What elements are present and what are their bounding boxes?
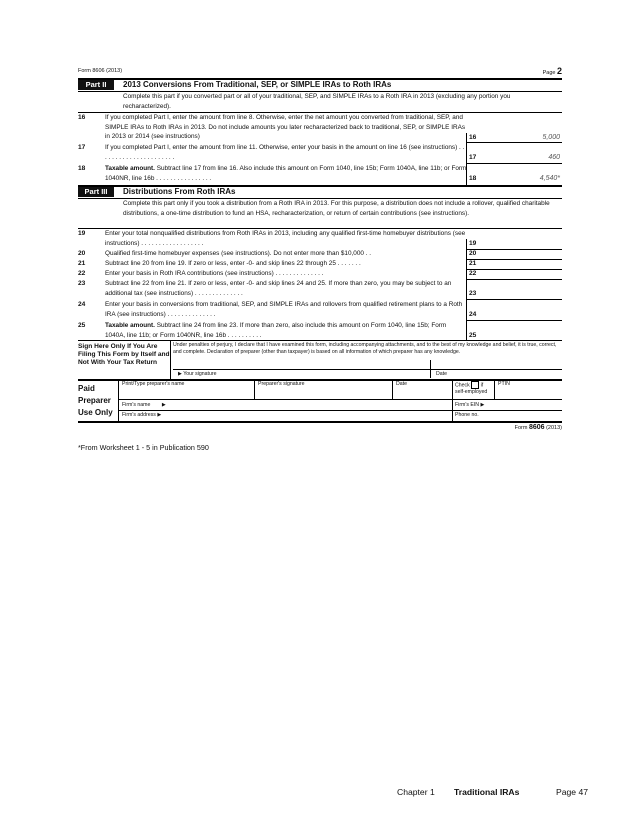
line-20-box: 20 <box>466 249 494 259</box>
sign-here-label: Sign Here Only If You Are Filing This Form by Itself and Not With Your Tax Return <box>78 343 170 366</box>
self-employed-checkbox[interactable] <box>471 381 479 389</box>
line-20-text: Qualified first-time homebuyer expenses (see instructions). Do not enter more than $10,000 . . <box>105 250 372 257</box>
paid-col-4 <box>494 379 495 399</box>
paid-row-2-rule <box>118 410 562 411</box>
self-employed-check[interactable]: Check if self-employed <box>455 382 488 396</box>
line-17-rule <box>466 163 562 164</box>
line-16-amount[interactable]: 5,000 <box>542 134 560 141</box>
line-18-label: Taxable amount. <box>105 165 155 172</box>
firm-address-label[interactable]: Firm's address ▶ <box>122 412 162 418</box>
line-24-rule <box>466 320 562 321</box>
paid-col-1 <box>254 379 255 399</box>
line-19-number: 19 <box>78 230 86 237</box>
sign-divider <box>170 340 171 379</box>
line-23-number: 23 <box>78 280 86 287</box>
part-2-title: 2013 Conversions From Traditional, SEP, or SIMPLE IRAs to Roth IRAs <box>123 80 392 89</box>
line-24-box: 24 <box>466 310 494 320</box>
penalty-statement: Under penalties of perjury, I declare that I have examined this form, including accompanying attachments, and to the best of my knowledge and belief, it is true, correct, and complete. Declaration of preparer (other than taxpayer) is based on all information of which preparer has any knowledge. <box>173 342 557 355</box>
line-22-rule <box>466 279 562 280</box>
line-23-box: 23 <box>466 289 494 299</box>
ptin-label[interactable]: PTIN <box>498 381 510 387</box>
line-17-number: 17 <box>78 144 86 151</box>
line-19-text: Enter your total nonqualified distributions from Roth IRAs in 2013, including any qualified first-time homebuyer distributions (see instructions) . . . . . . . . . . . . . . . . . . <box>105 230 466 247</box>
paid-label: Paid <box>78 384 95 393</box>
line-23-rule <box>466 299 562 300</box>
line-16-text: If you completed Part I, enter the amount from line 8. Otherwise, enter the net amount you converted from traditional, SEP, and SIMPLE IRAs to Roth IRAs in 2013. Do not include amounts you later recharacterized back to traditional, SEP, or SIMPLE IRAs in 2013 or 2014 (see instructions) <box>105 114 466 141</box>
line-16-number: 16 <box>78 114 86 121</box>
part-3-end-rule <box>78 340 562 341</box>
form-id: Form 8606 (2013) <box>78 68 123 74</box>
paid-end-rule <box>78 421 562 423</box>
line-21-text: Subtract line 20 from line 19. If zero or less, enter -0- and skip lines 22 through 25 . . . . . . . <box>105 260 361 267</box>
paid-row-1-rule <box>118 399 562 400</box>
line-18-amount[interactable]: 4,540* <box>539 175 560 182</box>
line-25-label: Taxable amount. <box>105 322 155 329</box>
line-17-box: 17 <box>466 153 494 163</box>
paid-col-2 <box>392 379 393 399</box>
part-2-box-divider <box>466 133 467 186</box>
part-3-tag: Part III <box>78 187 114 197</box>
line-22-text: Enter your basis in Roth IRA contributions (see instructions) . . . . . . . . . . . . . . <box>105 270 324 277</box>
chapter-title: Traditional IRAs <box>454 787 520 797</box>
part-3-title: Distributions From Roth IRAs <box>123 187 236 196</box>
line-17-amount[interactable]: 460 <box>548 154 560 161</box>
form-footer: Form 8606 (2013) <box>514 424 562 431</box>
phone-label[interactable]: Phone no. <box>455 412 479 418</box>
line-16-box: 16 <box>466 133 494 143</box>
part-2-tag: Part II <box>78 80 114 90</box>
your-signature-label: ▶ Your signature <box>178 371 217 377</box>
footnote: *From Worksheet 1 - 5 in Publication 590 <box>78 443 209 452</box>
firm-name-label[interactable]: Firm's name ▶ <box>122 402 166 408</box>
sign-date-label: Date <box>436 371 447 377</box>
chapter-label: Chapter 1 <box>397 787 435 797</box>
line-18-desc: Subtract line 17 from line 16. Also include this amount on Form 1040, line 15b; Form 1040A, line 11b; or Form 1040NR, line 16b . . . . . . . . . . . . . . . . <box>105 165 467 182</box>
paid-col-3 <box>452 379 453 421</box>
line-24-text: Enter your basis in conversions from traditional, SEP, and SIMPLE IRAs and rollovers from qualified retirement plans to a Roth IRA (see instructions) . . . . . . . . . . . . . . <box>105 301 463 318</box>
line-25-box: 25 <box>466 331 494 341</box>
line-21-number: 21 <box>78 260 86 267</box>
line-22-number: 22 <box>78 270 86 277</box>
preparer-signature-label[interactable]: Preparer's signature <box>258 381 305 387</box>
line-17-text: If you completed Part I, enter the amount from line 11. Otherwise, enter your basis in the amount on line 16 (see instructions) . . . . . . . . . . . . . . . . . . . . . . <box>105 144 465 161</box>
sign-date-divider <box>430 360 431 378</box>
line-18-text <box>105 164 467 183</box>
line-18-box: 18 <box>466 174 494 184</box>
part-2-intro: Complete this part if you converted part or all of your traditional, SEP, and SIMPLE IRAs to a Roth IRA in 2013 (excluding any portion you recharacterized). <box>123 93 511 110</box>
preparer-date-label[interactable]: Date <box>396 381 407 387</box>
your-signature-line[interactable] <box>173 369 562 370</box>
line-25-desc: Subtract line 24 from line 23. If more than zero, also include this amount on Form 1040, line 15b; Form 1040A, line 11b; or Form 1040NR, line 16b . . . . . . . . . . <box>105 322 447 339</box>
line-22-box: 22 <box>466 269 494 279</box>
part-3-intro: Complete this part only if you took a distribution from a Roth IRA in 2013. For this purpose, a distribution does not include a rollover, qualified charitable distributions, a one-time distribution to fund an HSA, recharacterization, or return of certain contributions (see instructions). <box>123 200 550 217</box>
use-only-label: Use Only <box>78 408 113 417</box>
line-20-number: 20 <box>78 250 86 257</box>
page-indicator: Page 2 <box>542 66 562 76</box>
line-21-box: 21 <box>466 259 494 269</box>
line-25-text <box>105 321 467 340</box>
line-24-number: 24 <box>78 301 86 308</box>
preparer-label: Preparer <box>78 396 111 405</box>
paid-divider <box>118 379 119 421</box>
line-19-box: 19 <box>466 239 494 249</box>
line-18-number: 18 <box>78 165 86 172</box>
line-16-rule <box>466 142 562 143</box>
firm-ein-label[interactable]: Firm's EIN ▶ <box>455 402 485 408</box>
print-name-label[interactable]: Print/Type preparer's name <box>122 381 185 387</box>
line-25-number: 25 <box>78 322 86 329</box>
part-3-box-divider <box>466 239 467 340</box>
page-number: Page 47 <box>556 787 589 797</box>
form-header <box>78 68 562 78</box>
line-23-text: Subtract line 22 from line 21. If zero or less, enter -0- and skip lines 24 and 25. If more than zero, you may be subject to an additional tax (see instructions) . . . . . . . . . . . . . . <box>105 280 452 297</box>
